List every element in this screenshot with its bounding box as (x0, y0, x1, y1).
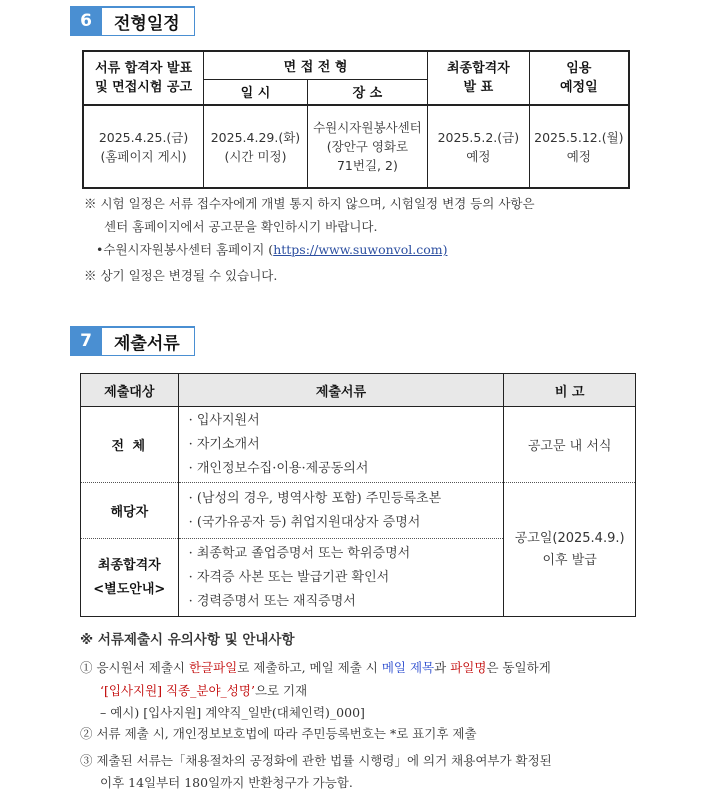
header-interview: 면 접 전 형 (204, 51, 428, 79)
header-final: 최종합격자 발 표 (428, 51, 530, 105)
note-schedule-1: ※ 시험 일정은 서류 접수자에게 개별 통지 하지 않으며, 시험일정 변경 등의 사항은 (84, 196, 535, 211)
guide-item-1-line2: ‘[입사지원] 직종_분야_성명’으로 기재 (100, 683, 308, 698)
row-all-target: 전 체 (81, 407, 179, 483)
header-remark: 비 고 (504, 374, 636, 407)
header-docs: 제출서류 (178, 374, 504, 407)
row-applicable-target: 해당자 (81, 483, 179, 539)
section-7-title: 제출서류 (102, 326, 195, 356)
row-all-remark: 공고문 내 서식 (504, 407, 636, 483)
header-date: 일 시 (204, 79, 308, 105)
row-final-target: 최종합격자 <별도안내> (81, 539, 179, 617)
section-6-title: 전형일정 (102, 6, 195, 36)
section-7-number: 7 (70, 326, 102, 356)
homepage-link[interactable]: https://www.suwonvol.com) (273, 242, 448, 257)
header-target: 제출대상 (81, 374, 179, 407)
section-7-header (70, 326, 195, 356)
row-all-docs: · 입사지원서 · 자기소개서 · 개인정보수집·이용·제공동의서 (178, 407, 504, 483)
warning-title: ※ 서류제출시 유의사항 및 안내사항 (80, 632, 295, 648)
guide-item-2: ② 서류 제출 시, 개인정보보호법에 따라 주민등록번호는 *로 표기후 제출 (80, 726, 477, 741)
guide-item-3-line2: 이후 14일부터 180일까지 반환청구가 가능함. (100, 775, 353, 790)
cell-place: 수원시자원봉사센터 (장안구 영화로 71번길, 2) (307, 105, 427, 188)
note-homepage: •수원시자원봉사센터 홈페이지 (https://www.suwonvol.com) (96, 242, 448, 257)
cell-final: 2025.5.2.(금) 예정 (428, 105, 530, 188)
guide-item-1-example: – 예시) [입사지원] 계약직_일반(대체인력)_000] (100, 705, 365, 720)
row-final-docs: · 최종학교 졸업증명서 또는 학위증명서 · 자격증 사본 또는 발급기관 확인서 · 경력증명서 또는 재직증명서 (178, 539, 504, 617)
note-change: ※ 상기 일정은 변경될 수 있습니다. (84, 268, 278, 283)
section-6-header (70, 6, 195, 36)
guide-item-1: ① 응시원서 제출시 한글파일로 제출하고, 메일 제출 시 메일 제목과 파일명은 동일하게 (80, 660, 551, 675)
header-doc-announce: 서류 합격자 발표 및 면접시험 공고 (83, 51, 204, 105)
cell-date: 2025.4.29.(화) (시간 미정) (204, 105, 308, 188)
schedule-table (82, 50, 630, 189)
row-issue-remark: 공고일(2025.4.9.) 이후 발급 (504, 483, 636, 617)
guide-item-3-line1: ③ 제출된 서류는「채용절차의 공정화에 관한 법률 시행령」에 의거 채용여부가 확정된 (80, 753, 552, 768)
note-schedule-2: 센터 홈페이지에서 공고문을 확인하시기 바랍니다. (104, 219, 378, 234)
documents-table (80, 373, 636, 617)
header-hire: 임용 예정일 (529, 51, 629, 105)
header-place: 장 소 (307, 79, 427, 105)
cell-hire: 2025.5.12.(월) 예정 (529, 105, 629, 188)
cell-doc-announce: 2025.4.25.(금) (홈페이지 게시) (83, 105, 204, 188)
section-6-number: 6 (70, 6, 102, 36)
row-applicable-docs: · (남성의 경우, 병역사항 포함) 주민등록초본 · (국가유공자 등) 취업지원대상자 증명서 (178, 483, 504, 539)
